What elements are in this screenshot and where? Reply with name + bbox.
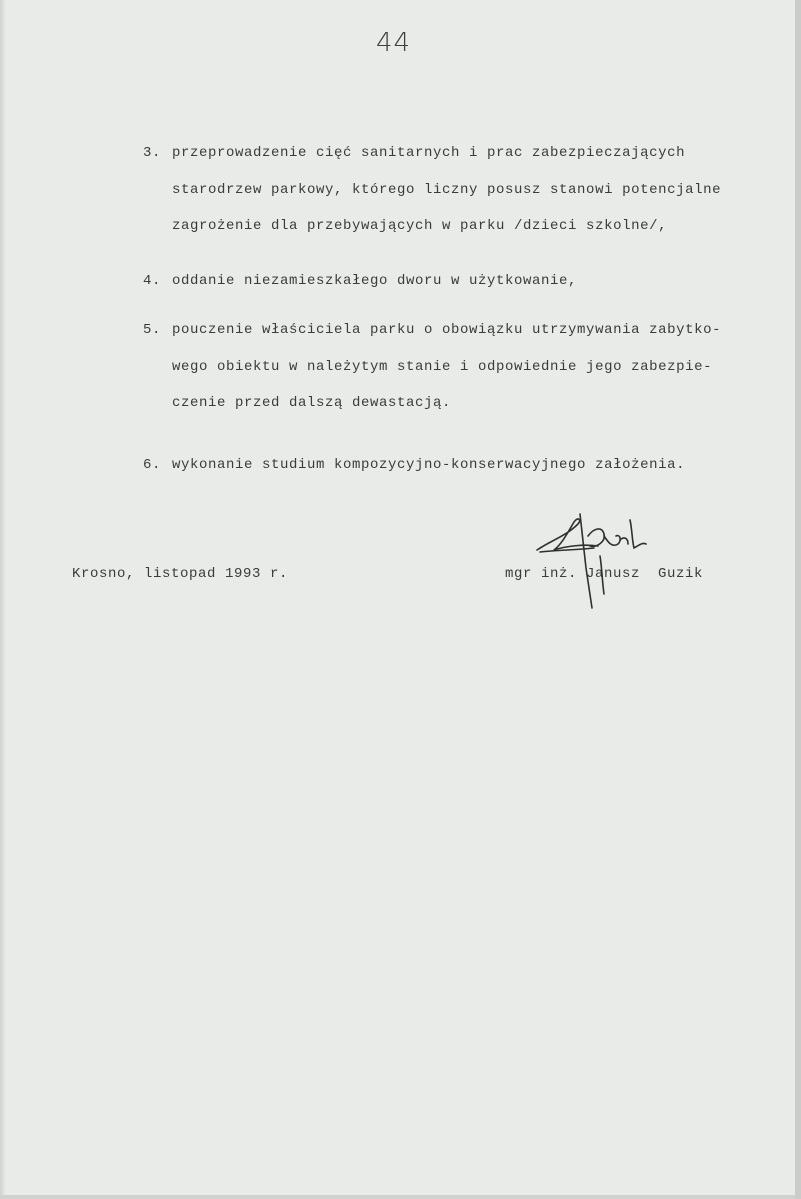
item-3-line-3: zagrożenie dla przebywających w parku /dzieci szkolne/, [172, 218, 668, 234]
handwritten-signature [532, 506, 662, 616]
item-5-line-2: wego obiektu w należytym stanie i odpowiednie jego zabezpie- [172, 359, 713, 375]
item-3-number: 3. [143, 145, 162, 161]
page-bottom-edge [0, 1195, 795, 1199]
item-5-number: 5. [143, 322, 162, 338]
page-number: 44 [376, 28, 412, 58]
item-5-line-3: czenie przed dalszą dewastacją. [172, 395, 452, 411]
item-3-line-1: przeprowadzenie cięć sanitarnych i prac zabezpieczających [172, 145, 686, 161]
place-date: Krosno, listopad 1993 r. [72, 566, 289, 582]
item-4-number: 4. [143, 273, 162, 289]
signatory-name: mgr inż. Janusz Guzik [505, 566, 704, 582]
item-4-line-1: oddanie niezamieszkałego dworu w użytkowanie, [172, 273, 578, 289]
item-6-number: 6. [143, 457, 162, 473]
item-3-line-2: starodrzew parkowy, którego liczny posusz stanowi potencjalne [172, 182, 722, 198]
item-6-line-1: wykonanie studium kompozycyjno-konserwacyjnego założenia. [172, 457, 686, 473]
item-5-line-1: pouczenie właściciela parku o obowiązku utrzymywania zabytko- [172, 322, 722, 338]
